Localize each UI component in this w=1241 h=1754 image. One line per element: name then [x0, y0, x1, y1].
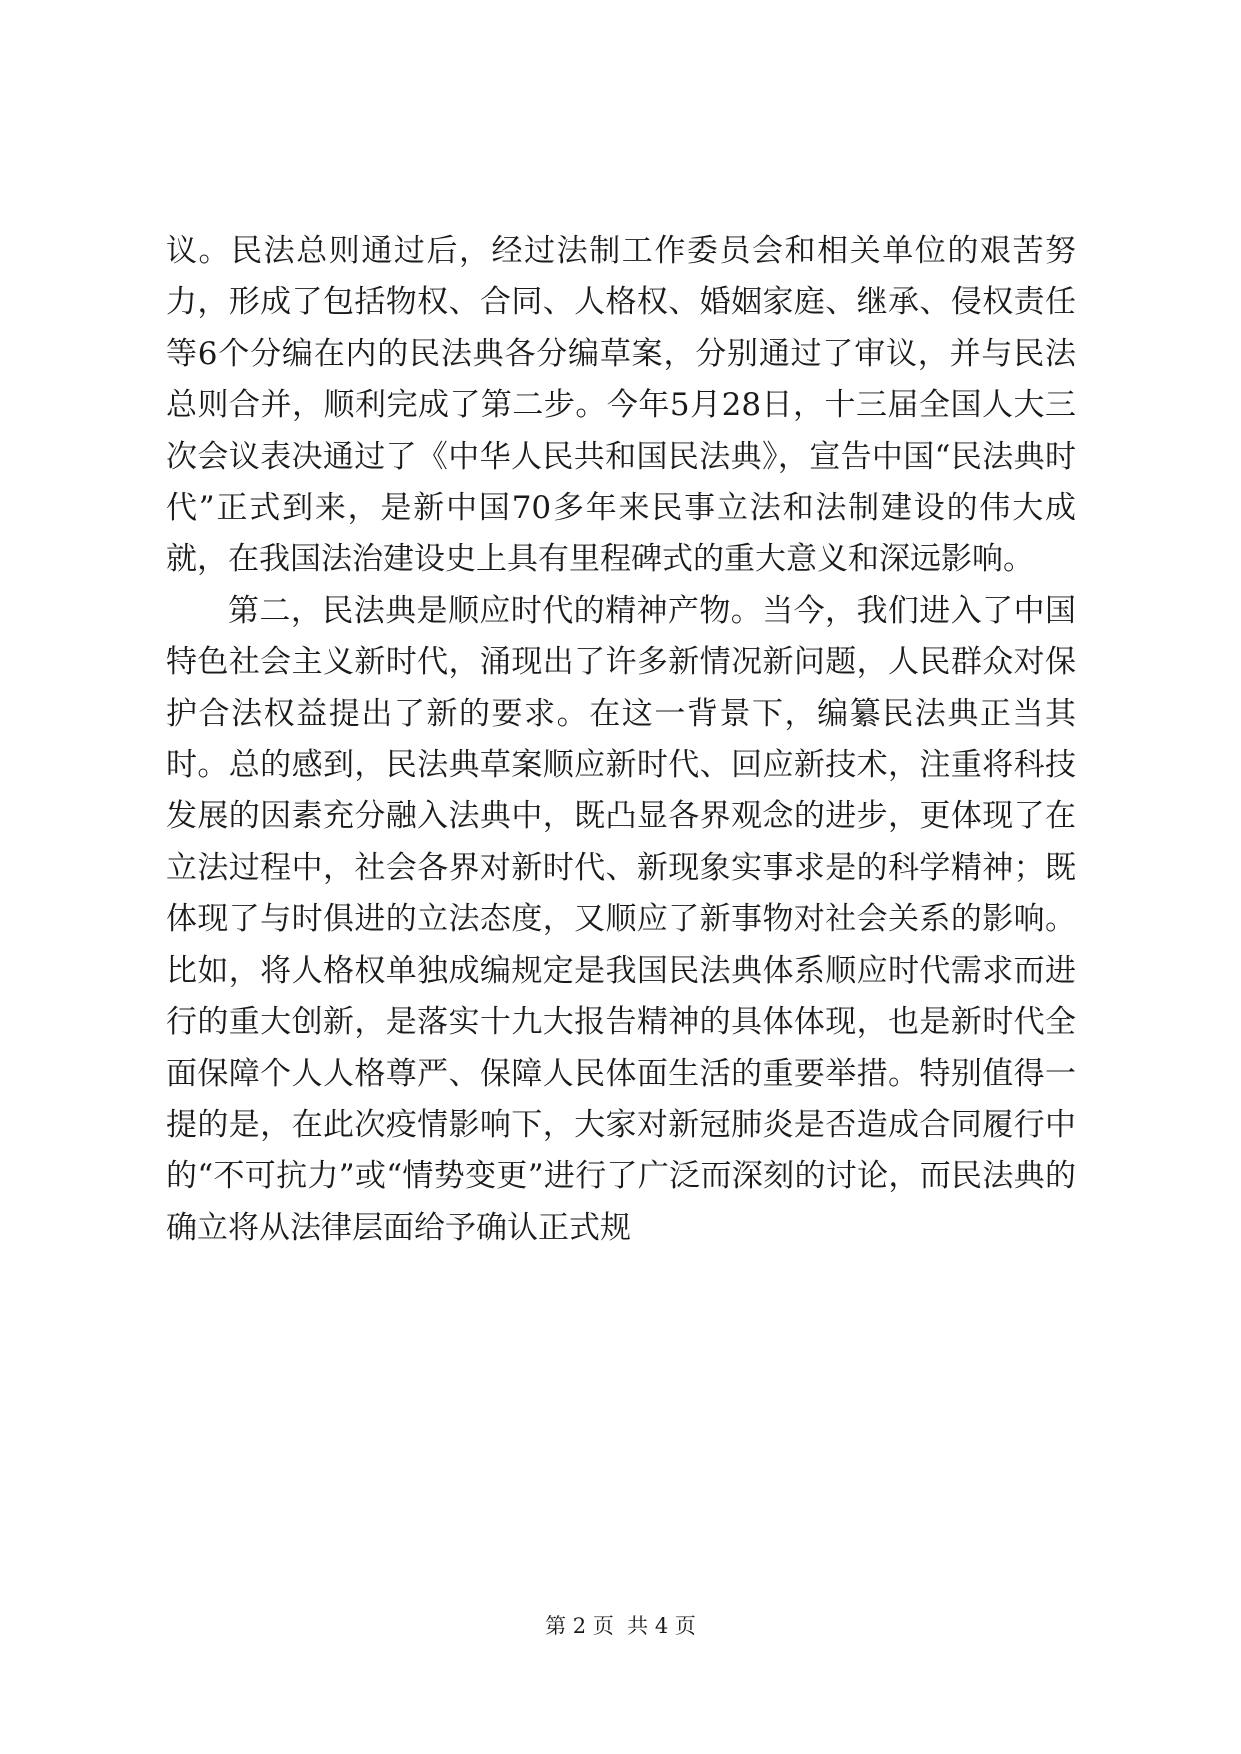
paragraph-1: 议。民法总则通过后，经过法制工作委员会和相关单位的艰苦努力，形成了包括物权、合同、人格权、婚姻家庭、继承、侵权责任等6个分编在内的民法典各分编草案，分别通过了审议，并与民法总则合并，顺利完成了第二步。今年5月28日，十三届全国人大三次会议表决通过了《中华人民共和国民法典》，宣告中国“民法典时代”正式到来，是新中国70多年来民事立法和法制建设的伟大成就，在我国法治建设史上具有里程碑式的重大意义和深远影响。	[166, 233, 1076, 578]
paragraph-2: 第二，民法典是顺应时代的精神产物。当今，我们进入了中国特色社会主义新时代，涌现出了许多新情况新问题，人民群众对保护合法权益提出了新的要求。在这一背景下，编纂民法典正当其时。总的感到，民法典草案顺应新时代、回应新技术，注重将科技发展的因素充分融入法典中，既凸显各界观念的进步，更体现了在立法过程中，社会各界对新时代、新现象实事求是的科学精神；既体现了与时俱进的立法态度，又顺应了新事物对社会关系的影响。比如，将人格权单独成编规定是我国民法典体系顺应时代需求而进行的重大创新，是落实十九大报告精神的具体体现，也是新时代全面保障个人人格尊严、保障人民体面生活的重要举措。特别值得一提的是，在此次疫情影响下，大家对新冠肺炎是否造成合同履行中的“不可抗力”或“情势变更”进行了广泛而深刻的讨论，而民法典的确立将从法律层面给予确认正式规	[166, 592, 1076, 1246]
page-number-label: 第 2 页 共 4 页	[545, 1614, 696, 1638]
body-text	[166, 226, 1076, 1254]
page-footer	[0, 1612, 1241, 1640]
